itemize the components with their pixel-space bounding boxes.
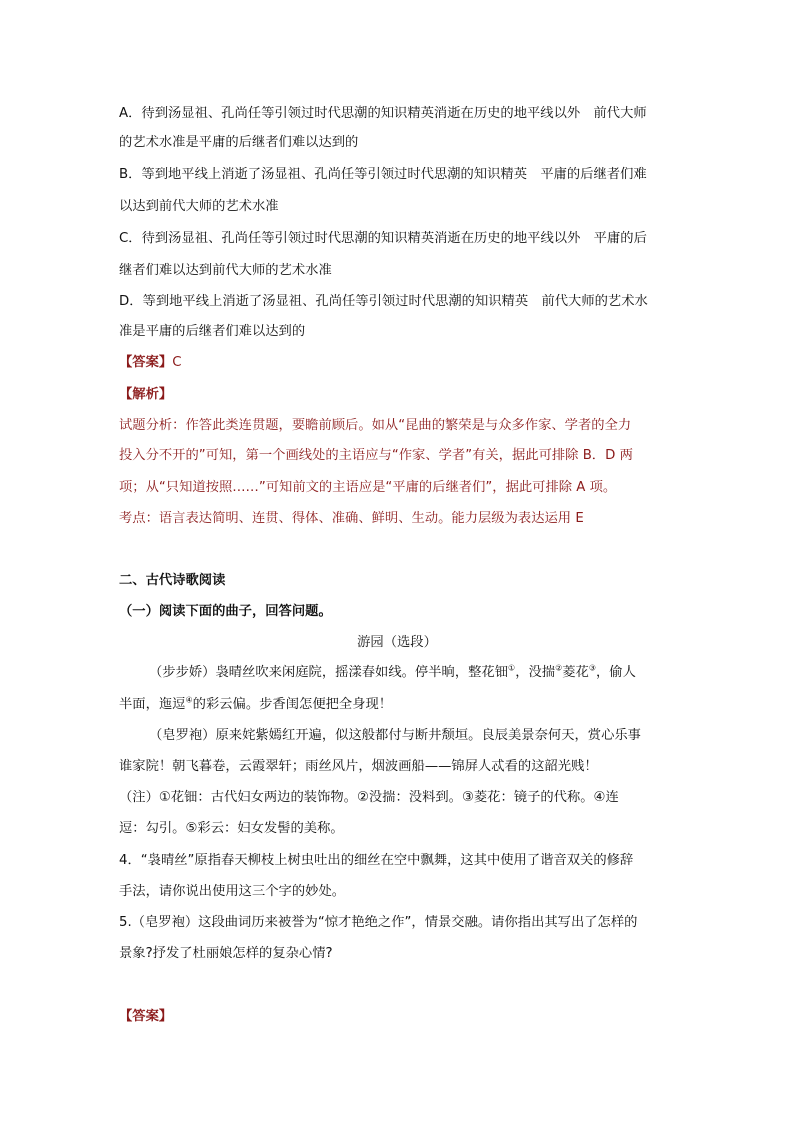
poem-text: （步步娇）袅晴丝吹来闲庭院，摇漾春如线。停半晌，整花钿 (149, 665, 509, 680)
notes-line1: （注）①花钿：古代妇女两边的装饰物。②没揣：没料到。③菱花：镜子的代称。④连 (119, 790, 619, 805)
answer-label: 【答案】 (119, 355, 173, 370)
section-title: 二、古代诗歌阅读 (119, 573, 226, 588)
analysis-label: 【解析】 (119, 387, 173, 402)
poem-para1-line2 (119, 696, 392, 714)
question-4-line2: 手法，请你说出使用这三个字的妙处。 (119, 884, 346, 899)
poem-text: ，偷人 (596, 665, 636, 680)
question-5-line1: 5.（皂罗袍）这段曲词历来被誉为“惊才艳绝之作”，情景交融。请你指出其写出了怎样的 (119, 915, 638, 930)
answer-line (119, 354, 181, 372)
option-d-line2: 准是平庸的后继者们难以达到的 (119, 324, 306, 339)
notes-line2: 逗：勾引。⑤彩云：妇女发髻的美称。 (119, 821, 344, 836)
poem-title: 游园（选段） (357, 635, 437, 650)
option-a-line2: 的艺术水准是平庸的后继者们难以达到的 (119, 135, 359, 150)
analysis-line4: 考点：语言表达简明、连贯、得体、准确、鲜明、生动。能力层级为表达运用 E (119, 511, 584, 526)
poem-para2-line2: 谁家院！朝飞暮卷，云霞翠轩；雨丝风片，烟波画船——锦屏人忒看的这韶光贱！ (119, 759, 598, 774)
analysis-line3: 项；从“只知道按照……”可知前文的主语应是“平庸的后继者们”，据此可排除 A 项。 (119, 480, 617, 495)
note-mark-1: ① (508, 663, 516, 673)
option-b-line1: B．等到地平线上消逝了汤显祖、孔尚任等引领过时代思潮的知识精英 平庸的后继者们难 (119, 167, 647, 182)
poem-text: 的彩云偏。步香闺怎便把全身现！ (192, 697, 393, 712)
analysis-line1: 试题分析：作答此类连贯题，要瞻前顾后。如从“昆曲的繁荣是与众多作家、学者的全力 (119, 418, 632, 433)
poem-text: ，没揣 (515, 665, 556, 680)
answer-value: C (172, 355, 182, 370)
option-b-line2: 以达到前代大师的艺术水准 (119, 199, 279, 214)
poem-text: 半面，迤逗 (119, 697, 186, 712)
section-subtitle: （一）阅读下面的曲子，回答问题。 (119, 604, 332, 619)
answer-label-2: 【答案】 (119, 1009, 173, 1024)
analysis-line2: 投入分不开的”可知，第一个画线处的主语应与“作家、学者”有关，据此可排除 B．D 两 (119, 448, 633, 463)
poem-text: 菱花 (562, 665, 589, 680)
option-a-line1: A．待到汤显祖、孔尚任等引领过时代思潮的知识精英消逝在历史的地平线以外 前代大师 (119, 106, 647, 121)
note-mark-3: ③ (588, 663, 597, 673)
poem-para2-line1: （皂罗袍）原来姹紫嫣红开遍，似这般都付与断井颓垣。良辰美景奈何天，赏心乐事 (149, 728, 641, 743)
note-mark-2: ② (555, 663, 563, 673)
note-mark-4: ④ (185, 695, 193, 705)
question-5-line2: 景象?抒发了杜丽娘怎样的复杂心情? (119, 946, 333, 961)
option-d-line1: D．等到地平线上消逝了汤显祖、孔尚任等引领过时代思潮的知识精英 前代大师的艺术水 (119, 294, 648, 309)
poem-para1-line1 (149, 664, 636, 682)
option-c-line2: 继者们难以达到前代大师的艺术水准 (119, 263, 332, 278)
question-4-line1: 4．“袅晴丝”原指春天柳枝上树虫吐出的细丝在空中飘舞，这其中使用了谐音双关的修辞 (119, 853, 634, 868)
option-c-line1: C．待到汤显祖、孔尚任等引领过时代思潮的知识精英消逝在历史的地平线以外 平庸的后 (119, 231, 647, 246)
